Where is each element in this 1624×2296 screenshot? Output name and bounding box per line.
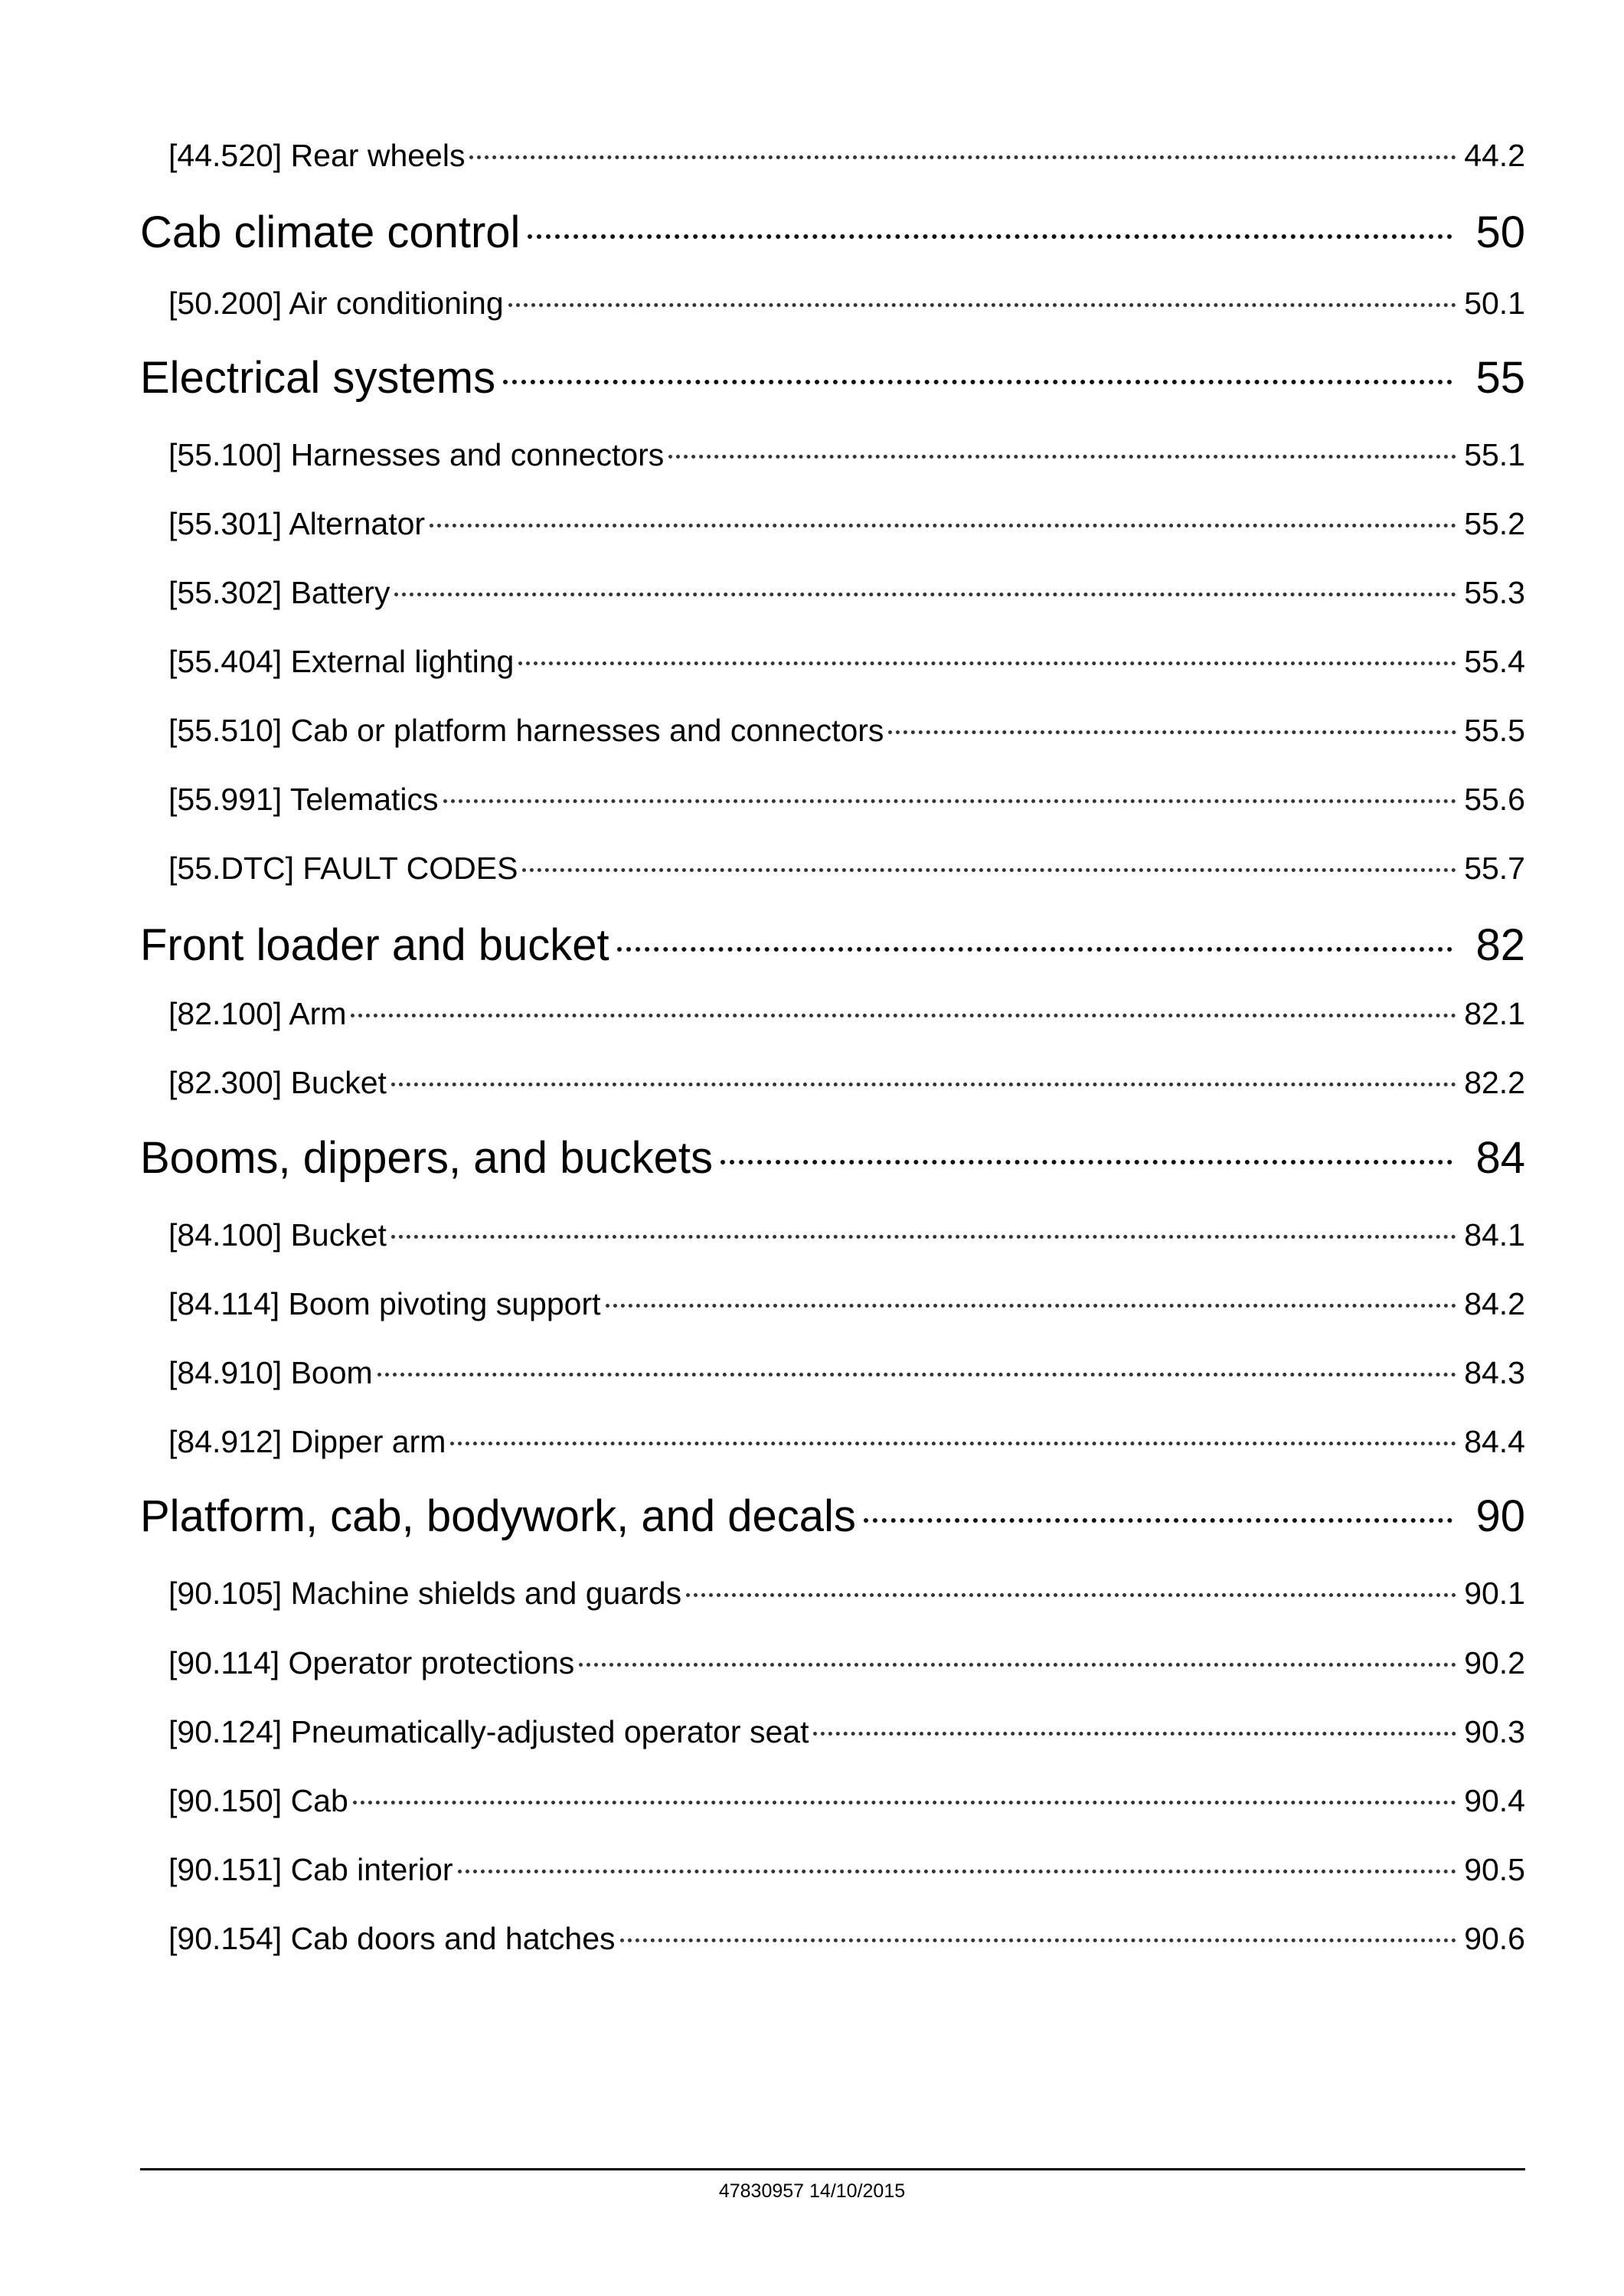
toc-entry-label: [44.520] Rear wheels xyxy=(168,138,466,173)
toc-entry-label: [55.302] Battery xyxy=(168,575,390,610)
toc-entry-cab-interior xyxy=(168,1852,1525,1892)
toc-dot-leader xyxy=(503,380,1452,384)
toc-section-booms-dippers-buckets xyxy=(140,1132,1525,1187)
toc-section-title: Booms, dippers, and buckets xyxy=(140,1133,713,1183)
toc-section-title: Front loader and bucket xyxy=(140,920,609,970)
toc-entry-fault-codes xyxy=(168,851,1525,890)
toc-entry-battery xyxy=(168,575,1525,615)
toc-entry-page: 84.2 xyxy=(1464,1286,1525,1321)
toc-entry-page: 55.1 xyxy=(1464,437,1525,472)
toc-entry-machine-shields xyxy=(168,1576,1525,1615)
toc-entry-page: 55.5 xyxy=(1464,713,1525,748)
toc-entry-page: 55.6 xyxy=(1464,782,1525,817)
toc-dot-leader xyxy=(579,1663,1456,1667)
toc-entry-page: 90.1 xyxy=(1464,1576,1525,1611)
toc-section-platform-cab-bodywork xyxy=(140,1491,1525,1546)
toc-dot-leader xyxy=(430,524,1456,527)
toc-entry-page: 55.3 xyxy=(1464,575,1525,610)
toc-section-page: 84 xyxy=(1475,1133,1525,1183)
toc-entry-label: [90.105] Machine shields and guards xyxy=(168,1576,682,1611)
toc-entry-label: [84.910] Boom xyxy=(168,1355,373,1390)
toc-dot-leader xyxy=(391,1235,1456,1239)
toc-entry-page: 82.1 xyxy=(1464,996,1525,1031)
toc-entry-label: [90.151] Cab interior xyxy=(168,1852,453,1887)
toc-entry-cab-doors-hatches xyxy=(168,1921,1525,1961)
toc-entry-label: [82.300] Bucket xyxy=(168,1065,387,1100)
toc-entry-label: [90.154] Cab doors and hatches xyxy=(168,1921,616,1956)
toc-dot-leader xyxy=(620,1938,1456,1942)
toc-dot-leader xyxy=(518,661,1456,665)
toc-entry-label: [50.200] Air conditioning xyxy=(168,286,504,321)
toc-entry-label: [55.991] Telematics xyxy=(168,782,439,817)
toc-dot-leader xyxy=(469,155,1456,159)
toc-entry-label: [90.124] Pneumatically-adjusted operator seat xyxy=(168,1714,809,1749)
toc-dot-leader xyxy=(353,1801,1456,1804)
toc-dot-leader xyxy=(813,1732,1456,1736)
footer-document-id: 47830957 14/10/2015 xyxy=(718,2180,906,2202)
toc-section-front-loader-and-bucket xyxy=(140,919,1525,975)
toc-entry-page: 84.1 xyxy=(1464,1217,1525,1253)
toc-dot-leader xyxy=(721,1160,1453,1164)
toc-entry-page: 84.4 xyxy=(1464,1424,1525,1459)
toc-section-title: Electrical systems xyxy=(140,353,496,403)
toc-dot-leader xyxy=(458,1870,1456,1873)
toc-dot-leader xyxy=(508,303,1456,307)
toc-entry-label: [55.510] Cab or platform harnesses and connectors xyxy=(168,713,884,748)
toc-dot-leader xyxy=(606,1304,1457,1308)
toc-entry-label: [90.150] Cab xyxy=(168,1783,348,1818)
toc-entry-bucket-82 xyxy=(168,1065,1525,1105)
toc-entry-boom-pivoting-support xyxy=(168,1286,1525,1326)
toc-section-title: Cab climate control xyxy=(140,207,521,257)
toc-entry-page: 90.5 xyxy=(1464,1852,1525,1887)
toc-entry-rear-wheels xyxy=(168,138,1525,178)
toc-entry-page: 55.4 xyxy=(1464,644,1525,679)
toc-entry-label: [55.404] External lighting xyxy=(168,644,515,679)
toc-entry-page: 90.2 xyxy=(1464,1645,1525,1680)
toc-entry-air-conditioning xyxy=(168,286,1525,325)
toc-entry-page: 50.1 xyxy=(1464,286,1525,321)
toc-entry-arm xyxy=(168,996,1525,1036)
toc-entry-page: 55.7 xyxy=(1464,851,1525,886)
toc-entry-bucket-84 xyxy=(168,1217,1525,1257)
toc-dot-leader xyxy=(394,593,1456,596)
toc-section-page: 55 xyxy=(1475,353,1525,403)
toc-entry-telematics xyxy=(168,782,1525,821)
toc-dot-leader xyxy=(522,868,1456,872)
toc-entry-label: [84.114] Boom pivoting support xyxy=(168,1286,601,1321)
toc-dot-leader xyxy=(351,1014,1456,1017)
toc-dot-leader xyxy=(668,455,1456,459)
toc-entry-page: 44.2 xyxy=(1464,138,1525,173)
toc-entry-page: 84.3 xyxy=(1464,1355,1525,1390)
toc-entry-label: [55.DTC] FAULT CODES xyxy=(168,851,518,886)
toc-entry-label: [55.301] Alternator xyxy=(168,506,426,541)
toc-entry-boom xyxy=(168,1355,1525,1395)
toc-dot-leader xyxy=(617,947,1453,952)
toc-section-electrical-systems xyxy=(140,352,1525,407)
toc-dot-leader xyxy=(864,1518,1453,1523)
toc-entry-label: [90.114] Operator protections xyxy=(168,1645,575,1680)
toc-section-page: 90 xyxy=(1475,1491,1525,1541)
toc-entry-external-lighting xyxy=(168,644,1525,684)
toc-entry-page: 90.3 xyxy=(1464,1714,1525,1749)
toc-section-page: 50 xyxy=(1475,207,1525,257)
toc-entry-page: 55.2 xyxy=(1464,506,1525,541)
toc-entry-page: 90.6 xyxy=(1464,1921,1525,1956)
toc-entry-page: 90.4 xyxy=(1464,1783,1525,1818)
toc-entry-cab xyxy=(168,1783,1525,1823)
toc-dot-leader xyxy=(686,1593,1456,1597)
toc-entry-dipper-arm xyxy=(168,1424,1525,1464)
toc-dot-leader xyxy=(443,799,1456,803)
toc-section-title: Platform, cab, bodywork, and decals xyxy=(140,1491,856,1541)
toc-entry-label: [84.912] Dipper arm xyxy=(168,1424,446,1459)
toc-entry-label: [84.100] Bucket xyxy=(168,1217,387,1253)
toc-entry-harnesses-and-connectors xyxy=(168,437,1525,477)
toc-dot-leader xyxy=(528,234,1452,239)
toc-entry-label: [55.100] Harnesses and connectors xyxy=(168,437,665,472)
toc-entry-operator-protections xyxy=(168,1645,1525,1685)
toc-section-page: 82 xyxy=(1475,920,1525,970)
toc-dot-leader xyxy=(377,1373,1456,1377)
toc-entry-alternator xyxy=(168,506,1525,546)
toc-entry-operator-seat xyxy=(168,1714,1525,1754)
toc-section-cab-climate-control xyxy=(140,207,1525,262)
toc-dot-leader xyxy=(450,1442,1456,1445)
toc-entry-cab-platform-harnesses xyxy=(168,713,1525,753)
toc-dot-leader xyxy=(888,730,1456,734)
toc-dot-leader xyxy=(391,1083,1456,1086)
toc-entry-label: [82.100] Arm xyxy=(168,996,347,1031)
toc-entry-page: 82.2 xyxy=(1464,1065,1525,1100)
footer-divider xyxy=(140,2168,1525,2170)
